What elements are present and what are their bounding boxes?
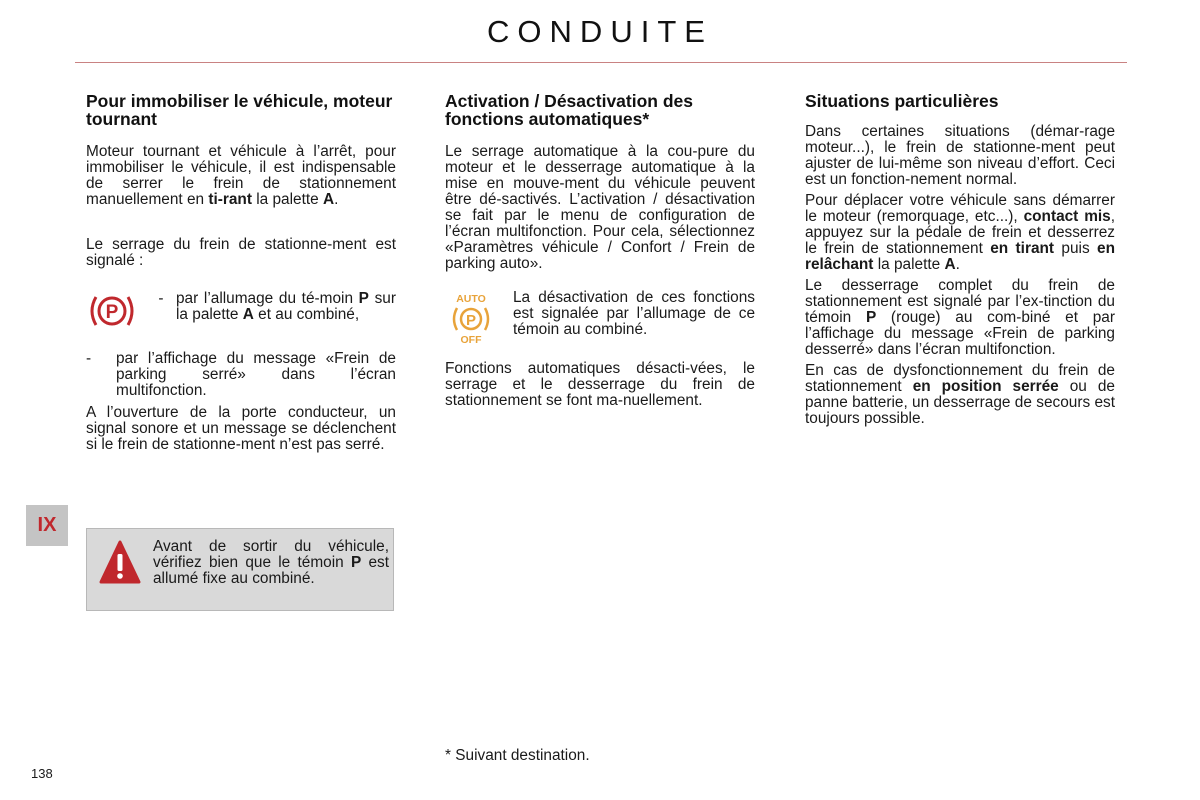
paragraph: Pour déplacer votre véhicule sans démarrer le moteur (remorquage, etc...), contact mis, appuyez sur la pédale de frein et desserrez le frein de stationnement en tirant puis en relâchant la palette A. <box>805 192 1115 273</box>
indicator-row <box>445 290 755 346</box>
list-item-text: par l’affichage du message «Frein de parking serré» dans l’écran multifonction. <box>116 350 396 399</box>
warning-triangle-icon <box>99 539 141 590</box>
svg-text:AUTO: AUTO <box>456 293 486 305</box>
section-heading: Activation / Désactivation des fonctions automatiques* <box>445 91 693 129</box>
svg-text:OFF: OFF <box>460 334 482 346</box>
warning-text: Avant de sortir du véhicule, vérifiez bien que le témoin P est allumé fixe au combiné. <box>153 538 389 587</box>
auto-p-off-icon <box>445 290 513 346</box>
list-item <box>86 291 396 331</box>
footnote: * Suivant destination. <box>445 747 590 764</box>
list-item-text: par l’allumage du té-moin P sur la palette A et au combiné, <box>176 290 396 323</box>
paragraph: Fonctions automatiques désacti-vées, le serrage et le desserrage du frein de stationnement se font ma-nuellement. <box>445 360 755 409</box>
column-situations <box>805 92 1115 427</box>
paragraph: Le serrage automatique à la cou-pure du moteur et le desserrage automatique à la mise en mouve-ment du véhicule peuvent être dé-sactivés. L’activation / désactivation se fait par le menu de configuration de l’écran multifonction. Pour cela, sélectionnez «Paramètres véhicule / Confort / Frein de parking auto». <box>445 143 755 272</box>
paragraph: Le desserrage complet du frein de stationnement est signalé par l’ex-tinction du témoin P (rouge) au com-biné et par l’affichage du message «Frein de parking desserré» dans l’écran multifonction. <box>805 277 1115 358</box>
page-number: 138 <box>31 766 53 781</box>
paragraph: Le serrage du frein de stationne-ment est signalé : <box>86 236 396 269</box>
svg-text:P: P <box>105 302 119 323</box>
bullet-dash: - <box>86 350 92 367</box>
section-heading: Situations particulières <box>805 91 999 111</box>
header-divider <box>75 62 1127 63</box>
paragraph: Moteur tournant et véhicule à l’arrêt, pour immobiliser le véhicule, il est indispensable de serrer le frein de stationnement manuellement en ti-rant la palette A. <box>86 143 396 208</box>
bullet-dash: - <box>158 290 164 307</box>
paragraph: A l’ouverture de la porte conducteur, un signal sonore et un message se déclenchent si le frein de stationne-ment n’est pas serré. <box>86 404 396 453</box>
column-activation <box>445 92 755 409</box>
paragraph: La désactivation de ces fonctions est signalée par l’allumage de ce témoin au combiné. <box>513 289 755 338</box>
section-heading: Pour immobiliser le véhicule, moteur tournant <box>86 91 393 129</box>
list-item <box>86 351 396 399</box>
column-immobiliser <box>86 92 396 453</box>
chapter-title: CONDUITE <box>487 14 713 49</box>
parking-brake-red-icon <box>86 291 146 331</box>
svg-text:P: P <box>465 312 477 329</box>
chapter-tab: IX <box>26 505 68 546</box>
warning-box <box>86 528 394 611</box>
paragraph: En cas de dysfonctionnement du frein de stationnement en position serrée ou de panne batterie, un desserrage de secours est toujours possible. <box>805 362 1115 427</box>
paragraph: Dans certaines situations (démar-rage moteur...), le frein de stationne-ment peut ajuster de lui-même son niveau d’effort. Ceci est un fonction-nement normal. <box>805 123 1115 188</box>
